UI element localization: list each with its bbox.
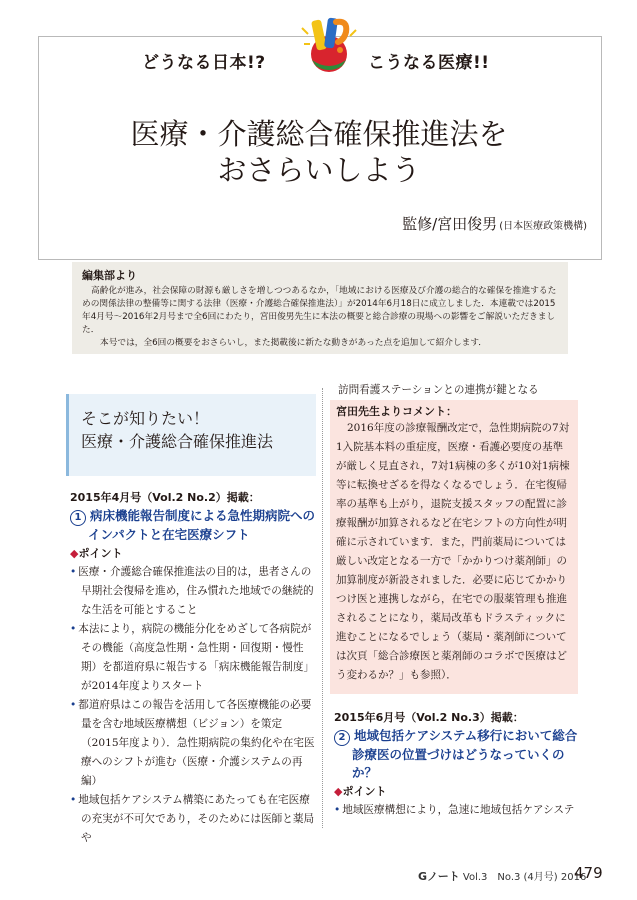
right-column bbox=[334, 708, 580, 820]
list-item: • 地域医療構想により，急速に地域包括ケアシステ bbox=[334, 804, 575, 816]
list-item: • 医療・介護総合確保推進法の目的は，患者さんの早期社会復帰を進め，住み慣れた地域での継続的な生活を可能とすること bbox=[70, 566, 314, 616]
list-item: • 本法により，病院の機能分化をめざして各病院がその機能（高度急性期・急性期・回復期・慢性期）を都道府県に報告する「病床機能報告制度」が2014年度よりスタート bbox=[70, 623, 315, 692]
article-title-2: 2 地域包括ケアシステム移行において総合診療医の位置づけはどうなっていくのか？ bbox=[334, 727, 580, 782]
column-divider bbox=[322, 388, 324, 828]
page-title-line1: 医療・介護総合確保推進法を bbox=[130, 117, 508, 151]
bullet-icon: • bbox=[70, 699, 77, 711]
editorial-paragraph-1: 高齢化が進み，社会保障の財源も厳しさを増しつつあるなか，「地域における医療及び介護の総合的な確保を推進するための関係法律の整備等に関する法律（医療・介護総合確保推進法）」が2014年6月18日に成立しました．本連載では2015年4月号～2016年2月号まで全6回にわたり，宮田俊男先生に本法の概要と総合診療の現場への影響をご解説いただきました． bbox=[82, 286, 557, 335]
callout-line1: そこが知りたい！ bbox=[81, 409, 210, 428]
list-item: • 都道府県はこの報告を活用して各医療機能の必要量を含む地域医療構想（ビジョン）を策定（2015年度より）．急性期病院の集約化や在宅医療へのシフトが進む（医療・介護システムの再編） bbox=[70, 699, 315, 787]
editorial-heading: 編集部より bbox=[82, 269, 137, 282]
editorial-note bbox=[72, 262, 568, 354]
point-list-2 bbox=[334, 801, 580, 820]
journal-volume: Vol.3 No.3 (4月号) 2016 bbox=[462, 872, 587, 883]
bullet-icon: • bbox=[70, 566, 77, 578]
series-title-left: どうなる日本!? bbox=[142, 53, 266, 73]
issue-label-1: 2015年4月号（Vol.2 No.2）掲載： bbox=[70, 491, 260, 504]
supervisor-affiliation: (日本医療政策機構) bbox=[499, 221, 587, 232]
point-list-1 bbox=[70, 563, 316, 848]
supervisor-name: 監修/宮田俊男 bbox=[402, 215, 498, 233]
bullet-icon: • bbox=[70, 794, 77, 806]
point-heading-2: ◆ポイント bbox=[334, 785, 387, 798]
series-logo-icon bbox=[296, 14, 362, 74]
issue-label-2: 2015年6月号（Vol.2 No.3）掲載： bbox=[334, 711, 524, 724]
list-item: • 地域包括ケアシステム構築にあたっても在宅医療の充実が不可欠であり，そのためには医師と薬局や bbox=[70, 794, 315, 844]
right-column-continuation: 訪問看護ステーションとの連携が鍵となる bbox=[338, 384, 539, 396]
callout-line2: 医療・介護総合確保推進法 bbox=[81, 432, 274, 451]
editorial-paragraph-2: 本号では，全6回の概要をおさらいし，また掲載後に新たな動きがあった点を追加して紹介します． bbox=[100, 338, 487, 348]
series-title-right: こうなる医療!! bbox=[368, 53, 490, 73]
journal-name: Gノート bbox=[418, 870, 460, 883]
series-callout bbox=[66, 394, 316, 476]
article-number-1: 1 bbox=[70, 510, 86, 526]
comment-box bbox=[330, 400, 578, 694]
comment-heading: 宮田先生よりコメント： bbox=[336, 405, 457, 418]
diamond-icon: ◆ bbox=[334, 785, 343, 798]
article-number-2: 2 bbox=[334, 730, 350, 746]
left-column bbox=[70, 488, 316, 848]
page-title-line2: おさらいしよう bbox=[217, 153, 421, 187]
bullet-icon: • bbox=[334, 804, 341, 816]
page-number: 479 bbox=[574, 864, 603, 882]
bullet-icon: • bbox=[70, 623, 77, 635]
supervisor-credit bbox=[402, 213, 587, 234]
comment-body: 2016年度の診療報酬改定で，急性期病院の7対1入院基本料の重症度，医療・看護必要度の基準が厳しく見直され，7対1病棟の多くが10対1病棟等に転換せざるを得なくなるでしょう．在宅復帰率の基準も上がり，退院支援スタッフの配置に診療報酬が加算されるなど在宅シフトの方向性が明確に示されています．また，門前薬局については厳しい改定となる一方で「かかりつけ薬剤師」の加算制度が新設されました．必要に応じてかかりつけ医と連携しながら，在宅での服薬管理も推進されることになり，薬局改革もドラスティックに進むことになるでしょう（薬局・薬剤師については次頁「総合診療医と薬剤師のコラボで医療はどう変わるか？」も参照）． bbox=[336, 422, 570, 681]
point-heading-1: ◆ポイント bbox=[70, 547, 123, 560]
footer bbox=[418, 868, 586, 884]
diamond-icon: ◆ bbox=[70, 547, 79, 560]
page-title bbox=[40, 116, 598, 188]
article-title-1: 1 病床機能報告制度による急性期病院へのインパクトと在宅医療シフト bbox=[70, 507, 316, 544]
